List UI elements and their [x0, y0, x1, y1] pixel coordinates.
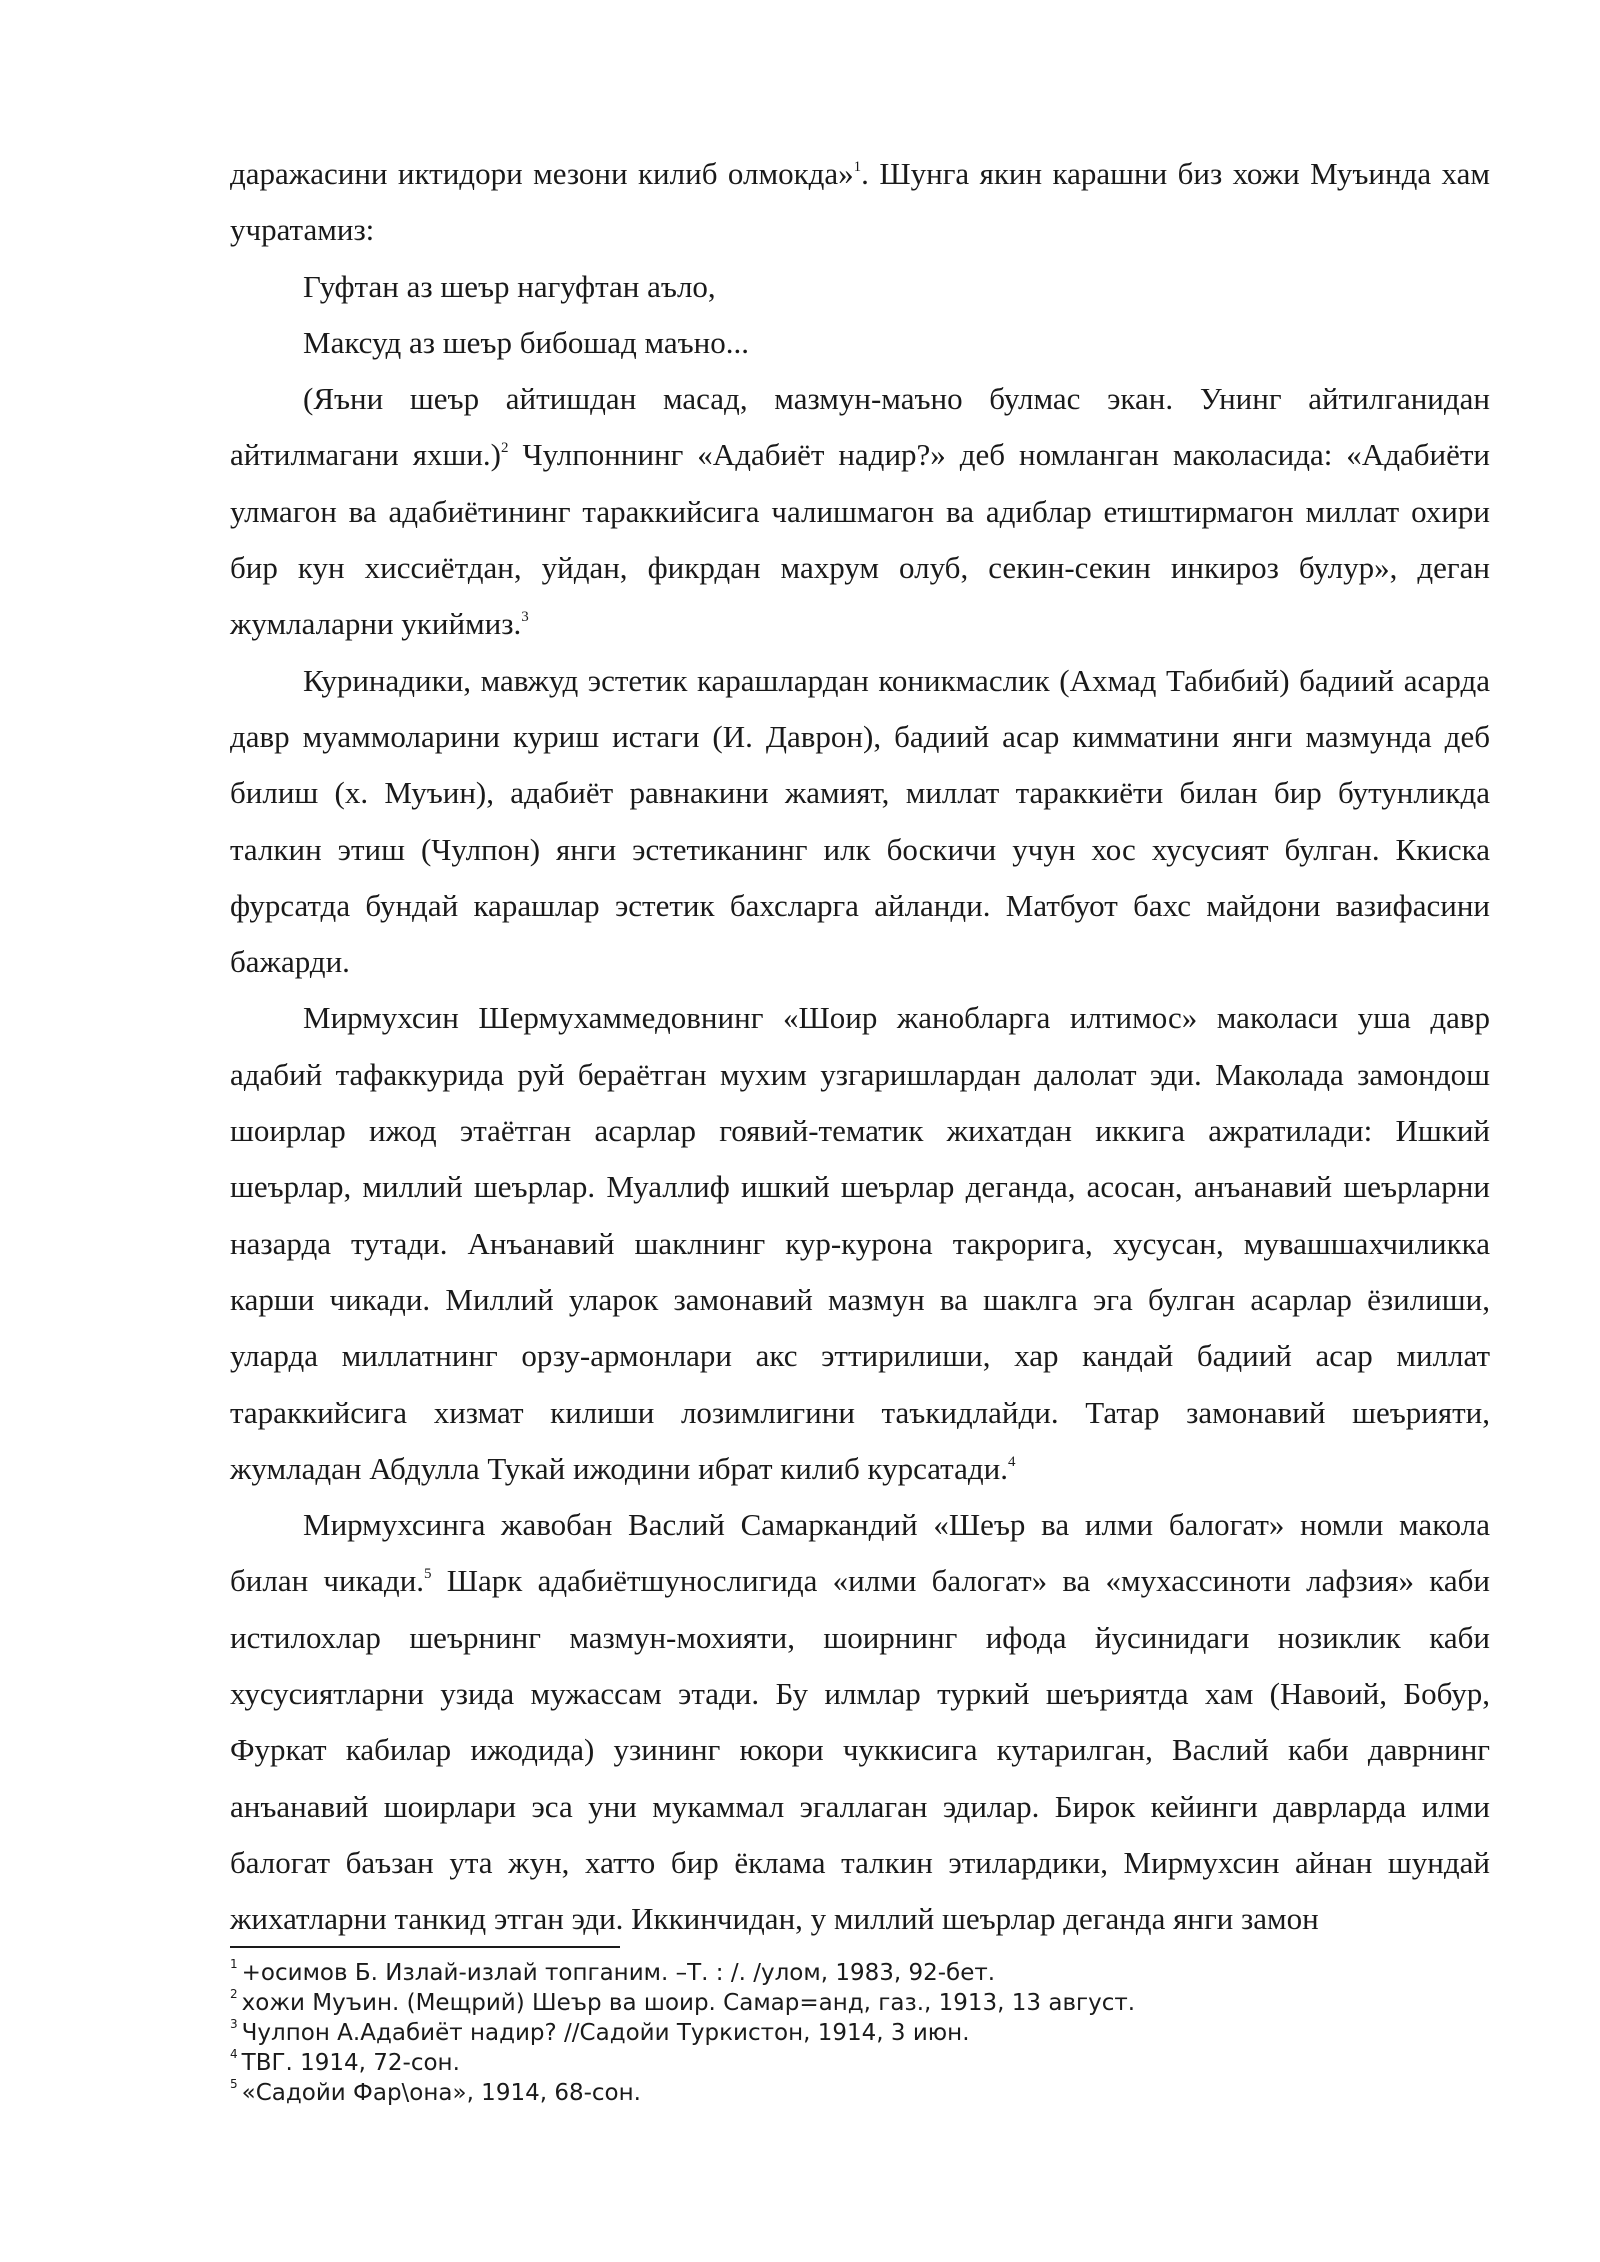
footnote-text: «Садойи Фар\она», 1914, 68-сон. [241, 2080, 641, 2106]
text-run: Куринадики, мавжуд эстетик карашлардан коникмаслик (Ахмад Табибий) бадиий асарда давр муаммоларини куриш истаги (И. Даврон), бадиий асар кимматини янги мазмунда деб билиш (х. Муъин), адабиёт равнакини жамият, миллат тараккиёти билан бир бутунликда талкин этиш (Чулпон) янги эстетиканинг илк боскичи учун хос хусусият булган. Ккиска фурсатда бундай карашлар эстетик бахсларга айланди. Матбуот бахс майдони вазифасини бажарди. [230, 662, 1490, 980]
footnote [230, 1958, 1490, 1988]
footnote-text: хожи Муъин. (Мещрий) Шеър ва шоир. Самар=анд, газ., 1913, 13 август. [241, 1990, 1136, 2016]
verse-line [230, 315, 1490, 371]
footnote [230, 2048, 1490, 2078]
body-text [230, 146, 1490, 1948]
text-run: . Шунга якин карашни биз хожи Муъинда хам учратамиз: [230, 156, 1490, 248]
footnote-number: 2 [230, 1987, 238, 2002]
text-run: Гуфтан аз шеър нагуфтан аъло, [303, 268, 716, 304]
document-page [230, 146, 1490, 1948]
footnote-number: 1 [230, 1957, 238, 1972]
footnote-ref: 5 [424, 1566, 432, 1583]
paragraph [230, 371, 1490, 652]
paragraph [230, 653, 1490, 991]
text-run: Шарк адабиётшунослигида «илми балогат» ва «мухассиноти лафзия» каби истилохлар шеърнинг мазмун-мохияти, шоирнинг ифода йусинидаги нозиклик каби хусусиятларни узида мужассам этади. Бу илмлар туркий шеъриятда хам (Навоий, Бобур, Фуркат кабилар ижодида) узининг юкори чуккисига кутарилган, Васлий каби даврнинг анъанавий шоирлари эса уни мукаммал эгаллаган эдилар. Бирок кейинги даврларда илми балогат баъзан ута жун, хатто бир ёклама талкин этилардики, Мирмухсин айнан шундай жихатларни танкид этган эди. Иккинчидан, у миллий шеърлар деганда янги замон [230, 1563, 1490, 1937]
verse-line [230, 259, 1490, 315]
text-run: даражасини иктидори мезони килиб олмокда» [230, 156, 854, 191]
text-run: Чулпоннинг «Адабиёт надир?» деб номланган маколасида: «Адабиёти улмагон ва адабиётининг тараккийсига чалишмагон ва адиблар етиштирмагон миллат охири бир кун хиссиётдан, уйдан, фикрдан махрум олуб, секин-секин инкироз булур», деган жумлаларни укиймиз. [230, 437, 1490, 642]
footnotes [230, 1958, 1490, 2108]
footnote-ref: 3 [521, 609, 529, 626]
footnote-text: +осимов Б. Излай-излай топганим. –Т. : /. /улом, 1983, 92-бет. [241, 1960, 996, 1986]
footnote-number: 3 [230, 2017, 238, 2032]
footnote-text: Чулпон А.Адабиёт надир? //Садойи Туркистон, 1914, 3 июн. [241, 2020, 970, 2046]
footnote-ref: 4 [1007, 1453, 1016, 1470]
text-run: Максуд аз шеър бибошад маъно... [303, 324, 750, 360]
paragraph [230, 1497, 1490, 1947]
text-run: (Яъни шеър айтишдан масад, мазмун-маъно булмас экан. Унинг айтилганидан айтилмагани яхши.) [230, 381, 1490, 473]
text-run: Мирмухсин Шермухаммедовнинг «Шоир жанобларга илтимос» маколаси уша давр адабий тафаккурида руй бераётган мухим узгаришлардан далолат эди. Маколада замондош шоирлар ижод этаётган асарлар гоявий-тематик жихатдан иккига ажратилади: Ишкий шеърлар, миллий шеърлар. Муаллиф ишкий шеърлар деганда, асосан, анъанавий шеърларни назарда тутади. Анъанавий шаклнинг кур-курона такрорига, хусусан, мувашшахчиликка карши чикади. Миллий уларок замонавий мазмун ва шаклга эга булган асарлар ёзилиши, уларда миллатнинг орзу-армонлари акс эттирилиши, хар кандай бадиий асар миллат тараккийсига хизмат килиши лозимлигини таъкидлайди. Татар замонавий шеърияти, жумладан Абдулла Тукай ижодини ибрат килиб курсатади. [230, 1000, 1490, 1486]
footnote [230, 1988, 1490, 2018]
footnote-ref: 1 [853, 158, 862, 175]
paragraph [230, 146, 1490, 259]
text-run: Мирмухсинга жавобан Васлий Самаркандий «Шеър ва илми балогат» номли макола билан чикади. [230, 1507, 1490, 1599]
footnote [230, 2078, 1490, 2108]
footnote [230, 2018, 1490, 2048]
footnote-text: ТВГ. 1914, 72-сон. [241, 2050, 460, 2076]
paragraph [230, 990, 1490, 1497]
footnote-number: 4 [230, 2047, 238, 2062]
footnote-ref: 2 [501, 440, 509, 457]
footnote-number: 5 [230, 2077, 238, 2092]
footnote-separator [230, 1946, 620, 1948]
